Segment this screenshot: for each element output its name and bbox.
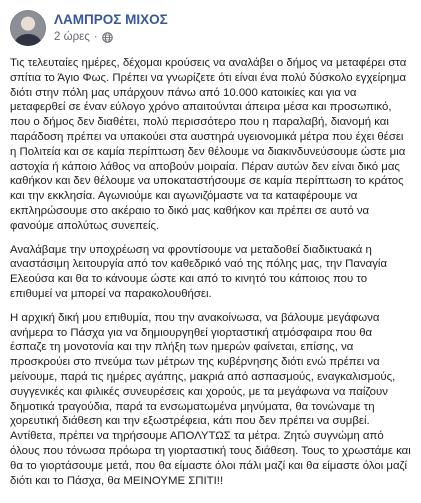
author-avatar[interactable] bbox=[10, 10, 46, 46]
post-body bbox=[10, 56, 411, 488]
post-header bbox=[10, 10, 411, 56]
author-name-link[interactable]: ΛΑΜΠΡΟΣ ΜΙΧΟΣ bbox=[54, 12, 168, 27]
post-timestamp[interactable]: 2 ώρες bbox=[54, 31, 90, 43]
post-paragraph-3: Η αρχική δική μου επιθυμία, που την ανακοίνωσα, να βάλουμε μεγάφωνα ανήμερα το Πάσχα για να δημιουργηθεί γιορταστική ατμόσφαιρα που θα έσπαζε τη μονοτονία και την πλήξη των ημερών φαίνεται, επίσης, να προσκρούει στο πνεύμα των μέτρων της κυβέρνησης διότι ενώ πρέπει να μείνουμε, παρά τις ημέρες αγάπης, μακριά από ασπασμούς, εναγκαλισμούς, συγγενικές και φιλικές συνευρέσεις και χορούς, με τα μεγάφωνα να παίζουν δημοτικά τραγούδια, παρά τα ενσωματωμένα μηνύματα, θα τονώναμε τη χορευτική διάθεση και την εξωστρέφεια, κάτι που δεν πρέπει να συμβεί. Αντίθετα, πρέπει να τηρήσουμε ΑΠΟΛΥΤΩΣ τα μέτρα. Ζητώ συγνώμη από όλους που τόνωσα πρόωρα τη γιορταστική τους διάθεση. Τους το χρωστάμε και θα το γιορτάσουμε μετά, που θα είμαστε όλοι πάλι μαζί και θα είμαστε όλοι μαζί διότι και το Πάσχα, θα ΜΕΙΝΟΥΜΕ ΣΠΙΤΙ!! bbox=[10, 311, 411, 487]
post-meta bbox=[54, 10, 168, 43]
meta-separator: · bbox=[93, 31, 98, 43]
globe-icon[interactable] bbox=[102, 32, 113, 43]
post-paragraph-1: Τις τελευταίες ημέρες, δέχομαι κρούσεις να αναλάβει ο δήμος να μεταφέρει στα σπίτια το Άγιο Φως. Πρέπει να γνωρίζετε ότι είναι ένα πολύ δύσκολο εγχείρημα διότι στην πόλη μας υπάρχουν πάνω από 10.000 κατοικίες και για να μεταφερθεί σε έναν εύλογο χρόνο απαιτούνται άπειρα μέσα και προσωπικό, που ο δήμος δεν διαθέτει, πολύ περισσότερο που η παραλαβή, διανομή και παράδοση πρέπει να υπακούει στα αυστηρά υγειονομικά μέτρα που έχει θέσει η Πολιτεία και σε καμία περίπτωση δεν θέλουμε να διακινδυνεύσουμε ώστε μια αστοχία ή κάποιο λάθος να αποβούν μοιραία. Πέραν αυτών δεν είναι δικό μας καθήκον και δεν θέλουμε να υποκαταστήσουμε σε καμία περίπτωση το κράτος και την εκκλησία. Αγωνιούμε και αγωνιζόμαστε να τα καταφέρουμε να εκπληρώσουμε στο ακέραιο το δικό μας καθήκον και πρέπει σε αυτό να φανούμε απολύτως συνεπείς. bbox=[10, 57, 407, 232]
post-time-row bbox=[54, 31, 168, 43]
post-paragraph-2: Αναλάβαμε την υποχρέωση να φροντίσουμε να μεταδοθεί διαδικτυακά η αναστάσιμη λειτουργία από τον καθεδρικό ναό της πόλης μας, την Παναγία Ελεούσα και θα το κάνουμε ώστε και από το κινητό του κάποιος που το επιθυμεί να μπορεί να παρακολουθήσει. bbox=[10, 243, 388, 300]
